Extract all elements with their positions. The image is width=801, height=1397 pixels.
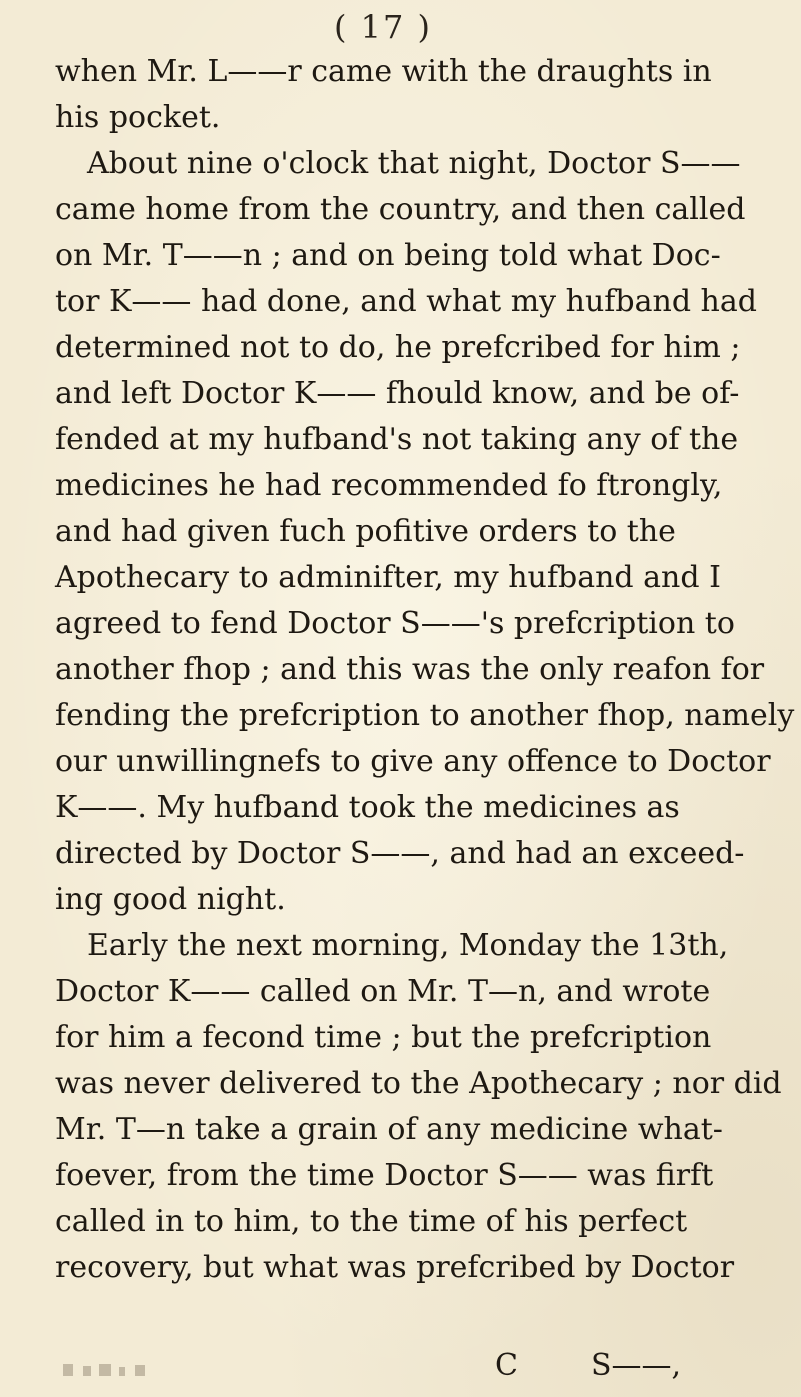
text-line: for him a fecond time ; but the prefcription — [55, 1020, 712, 1055]
text-line: and left Doctor K—— fhould know, and be of- — [55, 376, 740, 411]
text-line: agreed to fend Doctor S——'s prefcription to — [55, 606, 735, 641]
text-line: directed by Doctor S——, and had an exceed- — [55, 836, 745, 871]
text-line: tor K—— had done, and what my hufband had — [55, 284, 757, 319]
text-line: K——. My hufband took the medicines as — [55, 790, 680, 825]
text-line: on Mr. T——n ; and on being told what Doc- — [55, 238, 721, 273]
catchword: S——, — [591, 1348, 682, 1383]
page-number: ( 17 ) — [333, 8, 433, 46]
ink-smudge — [55, 1358, 175, 1380]
text-line: ing good night. — [55, 882, 286, 917]
text-line: our unwillingnefs to give any offence to Doctor — [55, 744, 771, 779]
text-line: recovery, but what was prefcribed by Doctor — [55, 1250, 735, 1285]
text-line: his pocket. — [55, 100, 221, 135]
text-line: called in to him, to the time of his perfect — [55, 1204, 688, 1239]
text-line: fending the prefcription to another fhop, namely — [55, 698, 795, 733]
paragraph-start-line: Early the next morning, Monday the 13th, — [87, 928, 729, 963]
signature-mark: C — [495, 1348, 518, 1383]
text-line: foever, from the time Doctor S—— was firft — [55, 1158, 714, 1193]
page-footer — [55, 1346, 745, 1386]
text-line: was never delivered to the Apothecary ; nor did — [55, 1066, 782, 1101]
text-line: and had given fuch pofitive orders to the — [55, 514, 676, 549]
paragraph-start-line: About nine o'clock that night, Doctor S—— — [87, 146, 741, 181]
text-line: determined not to do, he prefcribed for him ; — [55, 330, 741, 365]
text-line: came home from the country, and then called — [55, 192, 746, 227]
text-line: Apothecary to adminifter, my hufband and I — [55, 560, 721, 595]
text-line: fended at my hufband's not taking any of the — [55, 422, 739, 457]
text-line: another fhop ; and this was the only reafon for — [55, 652, 765, 687]
text-line: Mr. T—n take a grain of any medicine what- — [55, 1112, 723, 1147]
text-line: Doctor K—— called on Mr. T—n, and wrote — [55, 974, 711, 1009]
text-line: medicines he had recommended fo ftrongly, — [55, 468, 723, 503]
text-line: when Mr. L——r came with the draughts in — [55, 54, 712, 89]
